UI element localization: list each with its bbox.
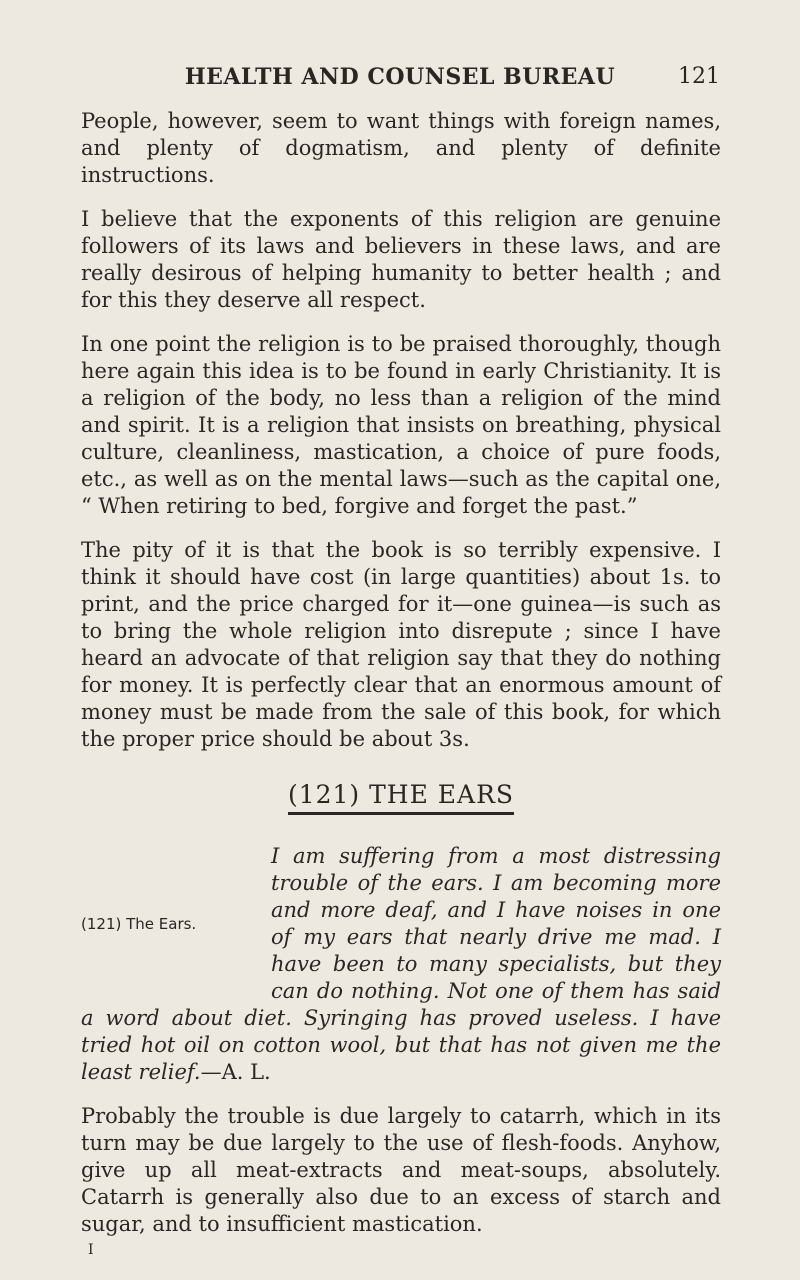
paragraph-3: In one point the religion is to be praised thoroughly, though here again this idea is to be found in early Christianity. It is a religion of the body, no less than a religion of the mind and spirit. It is a religion that insists on breathing, physical culture, cleanliness, mastication, a choice of pure foods, etc., as well as on the mental laws—such as the capital one, “ When retiring to bed, forgive and forget the past.” [81,332,721,518]
paragraph-2: I believe that the exponents of this religion are genuine followers of its laws and believers in these laws, and are really desirous of helping humanity to better health ; and for this they deserve all respect. [81,207,721,312]
letter-signature: —A. L. [200,1060,271,1084]
section-heading-text: (121) THE EARS [288,781,514,815]
section-heading [81,781,721,815]
paragraph-4: The pity of it is that the book is so terribly expensive. I think it should have cost (in large quantities) about 1s. to print, and the price charged for it—one guinea—is such as to bring the whole religion into disrepute ; since I have heard an advocate of that religion say that they do nothing for money. It is perfectly clear that an enormous amount of money must be made from the sale of this book, for which the proper price should be about 3s. [81,538,721,751]
reader-letter [81,843,721,1086]
signature-mark: I [88,1242,94,1258]
letter-text: I am suffering from a most distressing trouble of the ears. I am becoming more and more deaf, and I have noises in one of my ears that nearly drive me mad. I have been to many specialists, but they can do nothing. Not one of them has said a word about diet. Syringing has proved useless. I have tried hot oil on cotton wool, but that has not given me the least relief. [81,844,721,1084]
paragraph-1: People, however, seem to want things with foreign names, and plenty of dogmatism, and plenty of definite instructions. [81,109,721,187]
answer-paragraph: Probably the trouble is due largely to catarrh, which in its turn may be due largely to the use of flesh-foods. Anyhow, give up all meat-extracts and meat-soups, absolutely. Catarrh is generally also due to an excess of starch and sugar, and to insufficient mastication. [81,1104,721,1236]
running-head [80,64,720,94]
body-text [81,108,721,1255]
running-head-title: HEALTH AND COUNSEL BUREAU [184,64,616,90]
side-label: (121) The Ears. [81,915,197,933]
page-number: 121 [678,64,720,89]
